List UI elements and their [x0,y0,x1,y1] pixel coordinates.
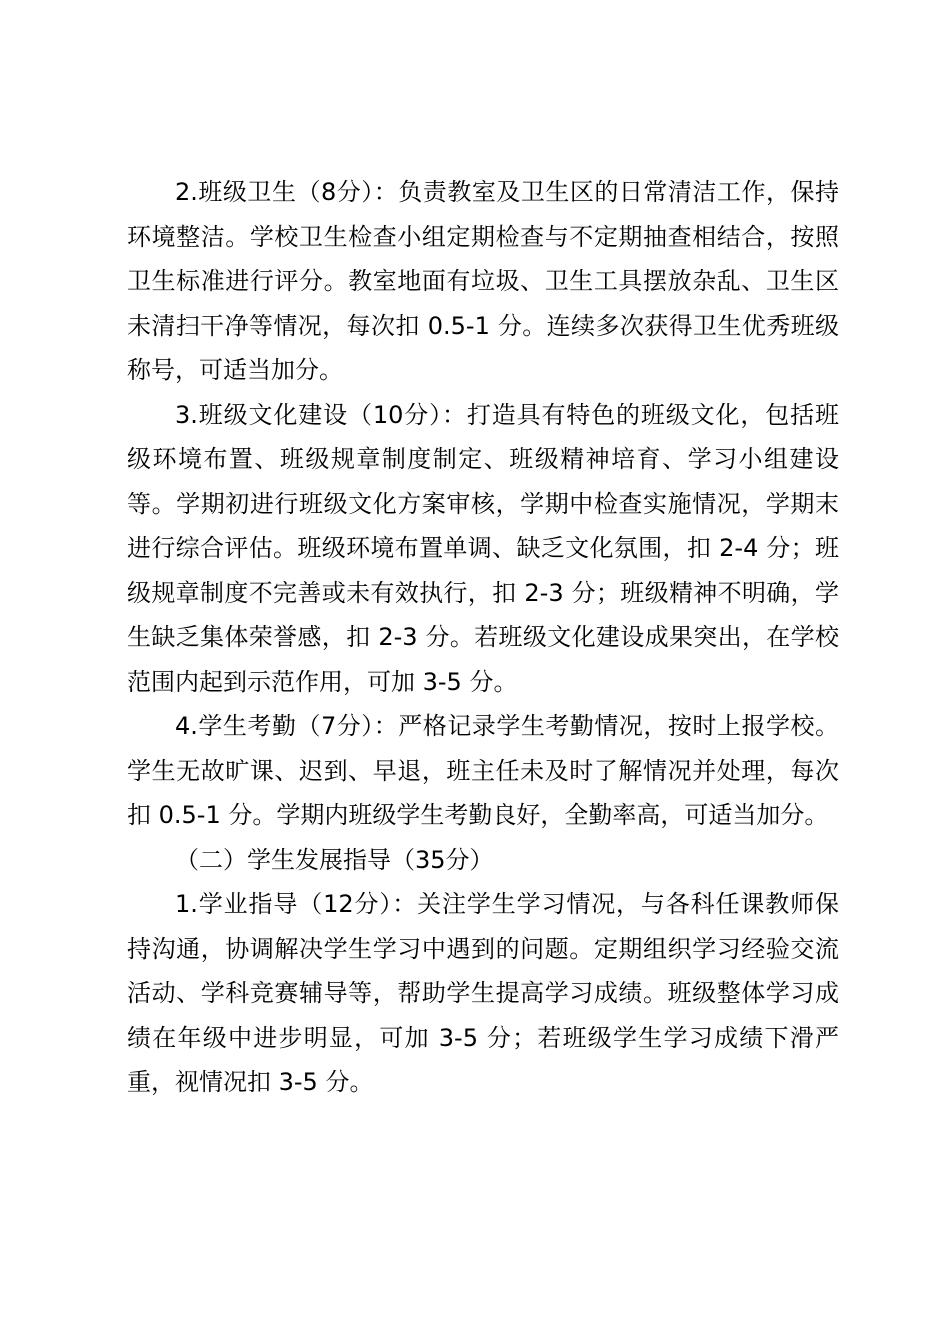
document-body [127,170,839,1105]
paragraph-class-hygiene: 2.班级卫生（8分）：负责教室及卫生区的日常清洁工作，保持环境整洁。学校卫生检查小组定期检查与不定期抽查相结合，按照卫生标准进行评分。教室地面有垃圾、卫生工具摆放杂乱、卫生区未清扫干净等情况，每次扣 0.5-1 分。连续多次获得卫生优秀班级称号，可适当加分。 [127,178,839,384]
paragraph-academic-guidance: 1.学业指导（12分）：关注学生学习情况，与各科任课教师保持沟通，协调解决学生学习中遇到的问题。定期组织学习经验交流活动、学科竞赛辅导等，帮助学生提高学习成绩。班级整体学习成绩在年级中进步明显，可加 3-5 分；若班级学生学习成绩下滑严重，视情况扣 3-5 分。 [127,890,839,1096]
paragraph-class-culture: 3.班级文化建设（10分）：打造具有特色的班级文化，包括班级环境布置、班级规章制度制定、班级精神培育、学习小组建设等。学期初进行班级文化方案审核，学期中检查实施情况，学期末进行综合评估。班级环境布置单调、缺乏文化氛围，扣 2-4 分；班级规章制度不完善或未有效执行，扣 2-3 分；班级精神不明确，学生缺乏集体荣誉感，扣 2-3 分。若班级文化建设成果突出，在学校范围内起到示范作用，可加 3-5 分。 [127,400,839,696]
section-heading-student-development: （二）学生发展指导（35分） [175,845,494,874]
paragraph-student-attendance: 4.学生考勤（7分）：严格记录学生考勤情况，按时上报学校。学生无故旷课、迟到、早退，班主任未及时了解情况并处理，每次扣 0.5-1 分。学期内班级学生考勤良好，全勤率高，可适当加分。 [127,712,839,829]
